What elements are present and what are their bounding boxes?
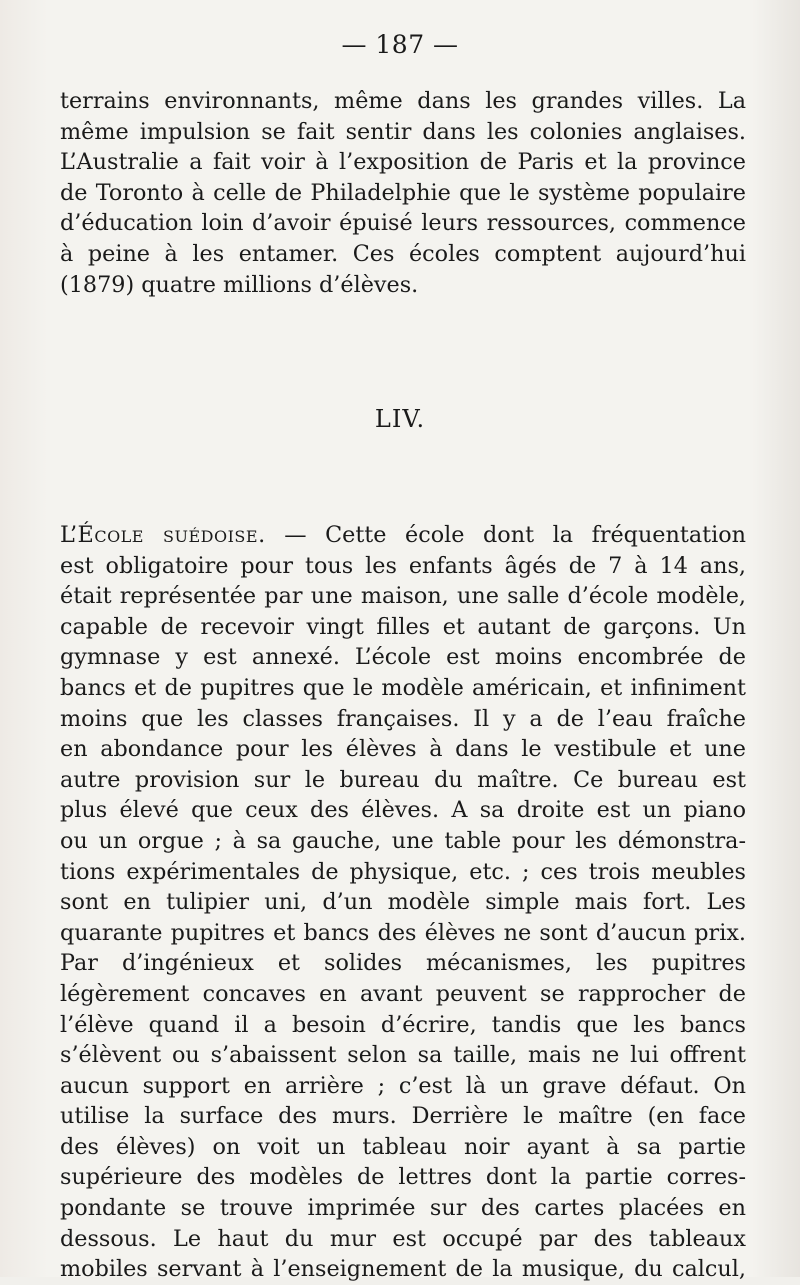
text-line: capable de recevoir vingt filles et autant de garçons. Un [60, 613, 746, 640]
text-line: de Toronto à celle de Philadelphie que le système populaire [60, 179, 746, 206]
text-line: moins que les classes françaises. Il y a de l’eau fraîche [60, 705, 746, 732]
text-line: mobiles servant à l’enseignement de la musique, du calcul, [60, 1256, 746, 1283]
text-line: s’élèvent ou s’abaissent selon sa taille, mais ne lui offrent [60, 1042, 746, 1069]
text-line: utilise la surface des murs. Derrière le maître (en face [60, 1103, 746, 1130]
text-line: quarante pupitres et bancs des élèves ne sont d’aucun prix. [60, 919, 746, 946]
text-line: aucun support en arrière ; c’est là un grave défaut. On [60, 1072, 746, 1099]
text-line: d’éducation loin d’avoir épuisé leurs ressources, commence [60, 210, 746, 237]
text-line: pondante se trouve imprimée sur des cartes placées en [60, 1195, 746, 1222]
text-line: était représentée par une maison, une salle d’école modèle, [60, 583, 746, 610]
text-line: dessous. Le haut du mur est occupé par des tableaux [60, 1225, 746, 1252]
text-line: plus élevé que ceux des élèves. A sa droite est un piano [60, 797, 746, 824]
paragraph-australia [60, 86, 746, 300]
text-line: — Cette école dont la fréquentation [265, 522, 746, 548]
text-line: gymnase y est annexé. L’école est moins encombrée de [60, 644, 746, 671]
text-line: Par d’ingénieux et solides mécanismes, les pupitres [60, 950, 746, 977]
text-line: ou un orgue ; à sa gauche, une table pour les démonstra- [60, 827, 746, 854]
text-line: bancs et de pupitres que le modèle américain, et infiniment [60, 674, 746, 701]
text-line: terrains environnants, même dans les grandes villes. La [60, 88, 746, 114]
text-line: sont en tulipier uni, d’un modèle simple mais fort. Les [60, 889, 746, 916]
text-line: est obligatoire pour tous les enfants âgés de 7 à 14 ans, [60, 552, 746, 579]
text-line: à peine à les entamer. Ces écoles comptent aujourd’hui [60, 240, 746, 267]
text-line: même impulsion se fait sentir dans les colonies anglaises. [60, 118, 746, 145]
text-line: supérieure des modèles de lettres dont la partie corres- [60, 1164, 746, 1191]
section-heading: LIV. [374, 405, 426, 433]
section-title: L’École suédoise. [60, 522, 266, 548]
text-line: L’Australie a fait voir à l’exposition de Paris et la province [60, 149, 746, 176]
text-line: légèrement concaves en avant peuvent se rapprocher de [60, 980, 746, 1007]
text-line-lead [60, 520, 746, 551]
text-line: (1879) quatre millions d’élèves. [60, 271, 419, 298]
text-line: tions expérimentales de physique, etc. ; ces trois meubles [60, 858, 746, 885]
text-line: en abondance pour les élèves à dans le vestibule et une [60, 736, 746, 763]
text-line: autre provision sur le bureau du maître. Ce bureau est [60, 766, 746, 793]
text-line: l’élève quand il a besoin d’écrire, tandis que les bancs [60, 1011, 746, 1038]
page-number: — 187 — [341, 30, 459, 59]
paragraph-swedish-school [60, 520, 746, 1285]
text-line: des élèves) on voit un tableau noir ayant à sa partie [60, 1133, 746, 1160]
